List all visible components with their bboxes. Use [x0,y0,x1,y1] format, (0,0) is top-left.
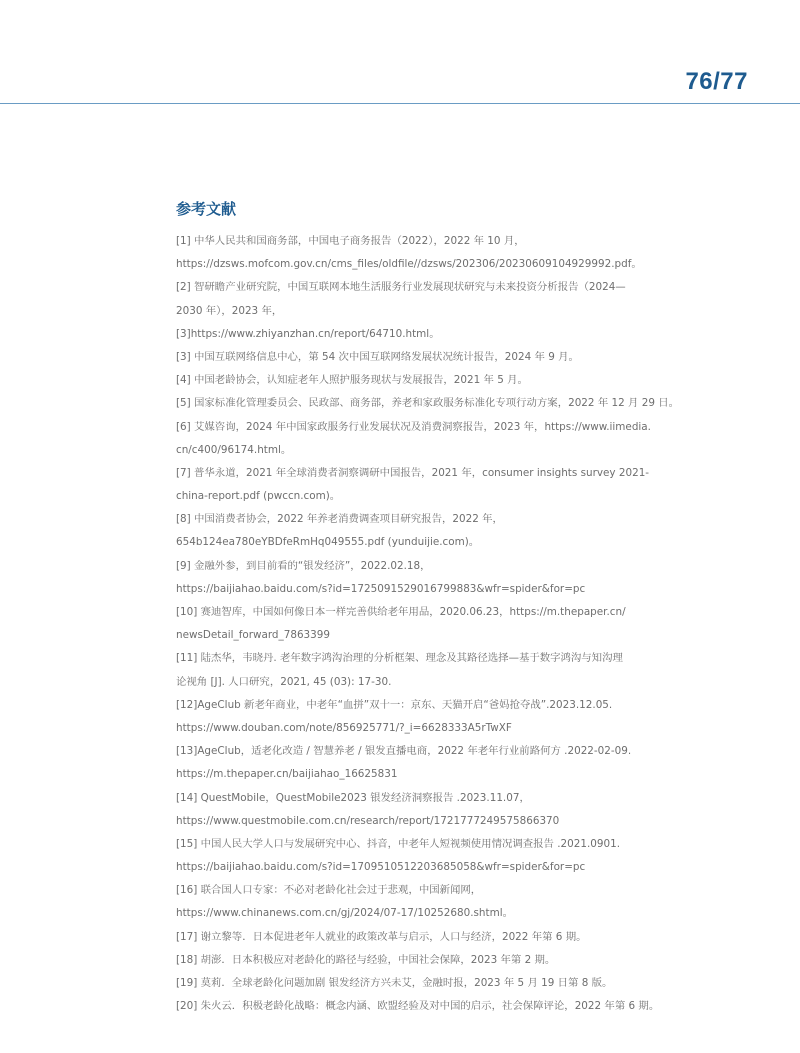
reference-line: [2] 智研瞻产业研究院，中国互联网本地生活服务行业发展现状研究与未来投资分析报告（2024— [176,281,626,294]
reference-line: [14] QuestMobile，QuestMobile2023 银发经济洞察报告 .2023.11.07， [176,791,530,804]
reference-line: [3]https://www.zhiyanzhan.cn/report/64710.html。 [176,327,440,340]
reference-line: [20] 朱火云．积极老龄化战略：概念内涵、欧盟经验及对中国的启示，社会保障评论，2022 年第 6 期。 [176,1000,660,1013]
reference-line: [7] 普华永道，2021 年全球消费者洞察调研中国报告，2021 年，consumer insights survey 2021- [176,466,650,479]
reference-line: [4] 中国老龄协会，认知症老年人照护服务现状与发展报告，2021 年 5 月。 [176,374,528,387]
reference-line: https://www.douban.com/note/856925771/?_i=6628333A5rTwXF [176,721,512,734]
reference-line: [6] 艾媒咨询，2024 年中国家政服务行业发展状况及消费洞察报告，2023 年，https://www.iimedia. [176,420,651,433]
reference-line: china-report.pdf (pwccn.com)。 [176,490,341,503]
section-title: 参考文献 [176,200,237,218]
reference-line: 2030 年），2023 年， [176,304,283,317]
reference-line: https://dzsws.mofcom.gov.cn/cms_files/oldfile//dzsws/202306/20230609104929992.pdf。 [176,258,642,271]
page-number: 76/77 [685,68,748,95]
header-divider [0,103,800,104]
reference-line: 654b124ea780eYBDfeRmHq049555.pdf (yunduijie.com)。 [176,536,480,549]
reference-line: https://baijiahao.baidu.com/s?id=1709510512203685058&wfr=spider&for=pc [176,861,586,874]
reference-line: [10] 赛迪智库，中国如何像日本一样完善供给老年用品，2020.06.23，https://m.thepaper.cn/ [176,606,626,618]
reference-line: https://m.thepaper.cn/baijiahao_16625831 [176,768,398,781]
reference-line: [5] 国家标准化管理委员会、民政部、商务部，养老和家政服务标准化专项行动方案，2022 年 12 月 29 日。 [176,397,680,410]
reference-line: [3] 中国互联网络信息中心，第 54 次中国互联网络发展状况统计报告，2024 年 9 月。 [176,350,579,363]
reference-line: [15] 中国人民大学人口与发展研究中心、抖音，中老年人短视频使用情况调查报告 .2021.0901. [176,837,621,850]
reference-line: 论视角 [J]. 人口研究，2021, 45 (03): 17-30. [176,675,392,688]
reference-line: [1] 中华人民共和国商务部，中国电子商务报告（2022），2022 年 10 月， [176,235,525,247]
reference-line: cn/c400/96174.html。 [176,443,292,456]
reference-line: [12]AgeClub 新老年商业，中老年“血拼”双十一：京东、天猫开启“爸妈抢夺战”.2023.12.05. [176,698,613,711]
reference-line: https://baijiahao.baidu.com/s?id=1725091529016799883&wfr=spider&for=pc [176,582,586,595]
reference-list [176,230,736,1018]
reference-line: [8] 中国消费者协会，2022 年养老消费调查项目研究报告，2022 年， [176,513,503,526]
reference-line: [18] 胡澎．日本积极应对老龄化的路径与经验，中国社会保障，2023 年第 2 期。 [176,953,556,966]
reference-line: [11] 陆杰华，韦晓丹. 老年数字鸿沟治理的分析框架、理念及其路径选择—基于数字鸿沟与知沟理 [176,652,623,665]
reference-line: [9] 金融外参，到目前看的“银发经济”，2022.02.18， [176,559,431,572]
reference-line: https://www.questmobile.com.cn/research/report/1721777249575866370 [176,814,560,827]
reference-line: [16] 联合国人口专家：不必对老龄化社会过于悲观，中国新闻网， [176,884,482,897]
reference-line: [19] 莫莉．全球老龄化问题加剧 银发经济方兴未艾，金融时报，2023 年 5 月 19 日第 8 版。 [176,977,613,989]
reference-line: newsDetail_forward_7863399 [176,629,331,642]
reference-line: https://www.chinanews.com.cn/gj/2024/07-17/10252680.shtml。 [176,907,513,920]
reference-line: [17] 谢立黎等．日本促进老年人就业的政策改革与启示，人口与经济，2022 年第 6 期。 [176,930,587,943]
reference-line: [13]AgeClub，适老化改造 / 智慧养老 / 银发直播电商，2022 年老年行业前路何方 .2022-02-09. [176,745,632,758]
